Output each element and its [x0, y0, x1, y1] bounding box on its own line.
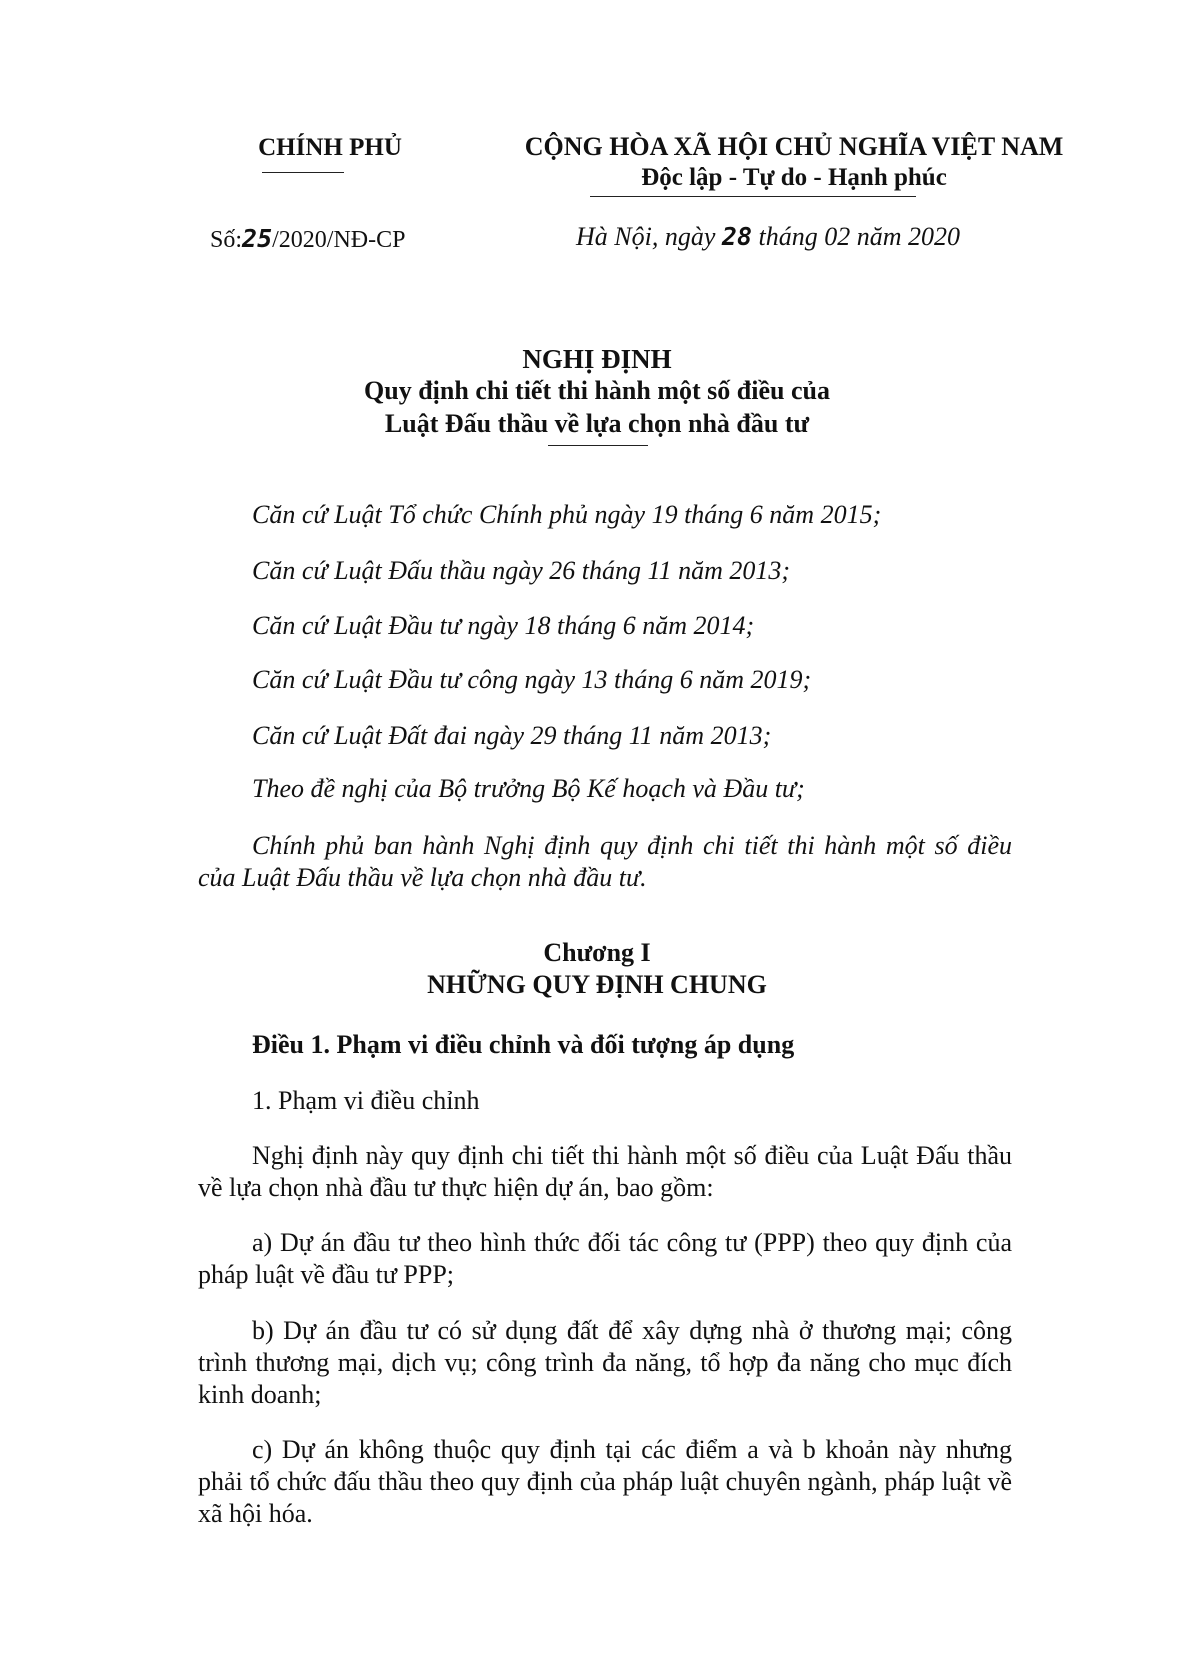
issuer-underline	[262, 172, 344, 173]
place-and-date	[576, 222, 960, 252]
chapter-number: Chương I	[543, 938, 651, 967]
citation-line: Căn cứ Luật Đầu tư công ngày 13 tháng 6 năm 2019;	[252, 665, 812, 694]
proposal-line: Theo đề nghị của Bộ trưởng Bộ Kế hoạch và Đầu tư;	[252, 774, 805, 803]
doc-number-prefix: Số:	[210, 227, 243, 253]
issuing-authority: CHÍNH PHỦ	[258, 134, 402, 161]
clause-heading: 1. Phạm vi điều chỉnh	[252, 1086, 480, 1115]
doc-number-handwritten: 25	[242, 224, 273, 253]
place-date-suffix: tháng 02 năm 2020	[752, 222, 960, 251]
enactment-clause: Chính phủ ban hành Nghị định quy định chi tiết thi hành một số điều của Luật Đấu thầu về lựa chọn nhà đầu tư.	[198, 831, 1012, 892]
citation-line: Căn cứ Luật Đấu thầu ngày 26 tháng 11 năm 2013;	[252, 556, 791, 585]
point-c: c) Dự án không thuộc quy định tại các điểm a và b khoản này nhưng phải tổ chức đấu thầu theo quy định của pháp luật chuyên ngành, pháp luật về xã hội hóa.	[198, 1435, 1012, 1528]
document-subject-line2: Luật Đấu thầu về lựa chọn nhà đầu tư	[384, 409, 810, 438]
place-date-prefix: Hà Nội, ngày	[576, 222, 722, 251]
document-type: NGHỊ ĐỊNH	[522, 344, 672, 374]
national-motto: Độc lập - Tự do - Hạnh phúc	[641, 164, 947, 191]
citation-line: Căn cứ Luật Đất đai ngày 29 tháng 11 năm 2013;	[252, 721, 772, 750]
point-a: a) Dự án đầu tư theo hình thức đối tác công tư (PPP) theo quy định của pháp luật về đầu tư PPP;	[198, 1228, 1012, 1289]
national-title: CỘNG HÒA XÃ HỘI CHỦ NGHĨA VIỆT NAM	[524, 132, 1064, 161]
article-heading: Điều 1. Phạm vi điều chỉnh và đối tượng áp dụng	[252, 1030, 795, 1059]
point-b: b) Dự án đầu tư có sử dụng đất để xây dựng nhà ở thương mại; công trình thương mại, dịch vụ; công trình đa năng, tổ hợp đa năng cho mục đích kinh doanh;	[198, 1316, 1012, 1409]
motto-underline	[590, 196, 916, 197]
place-date-day-handwritten: 28	[721, 222, 752, 251]
citation-line: Căn cứ Luật Đầu tư ngày 18 tháng 6 năm 2014;	[252, 611, 755, 640]
chapter-name: NHỮNG QUY ĐỊNH CHUNG	[427, 970, 767, 999]
doc-number-suffix: /2020/NĐ-CP	[272, 227, 406, 253]
title-underline	[548, 445, 648, 446]
citation-line: Căn cứ Luật Tổ chức Chính phủ ngày 19 tháng 6 năm 2015;	[252, 500, 882, 529]
document-subject-line1: Quy định chi tiết thi hành một số điều của	[364, 376, 830, 405]
document-number	[210, 224, 405, 254]
article-paragraph: Nghị định này quy định chi tiết thi hành một số điều của Luật Đấu thầu về lựa chọn nhà đầu tư thực hiện dự án, bao gồm:	[198, 1141, 1012, 1202]
